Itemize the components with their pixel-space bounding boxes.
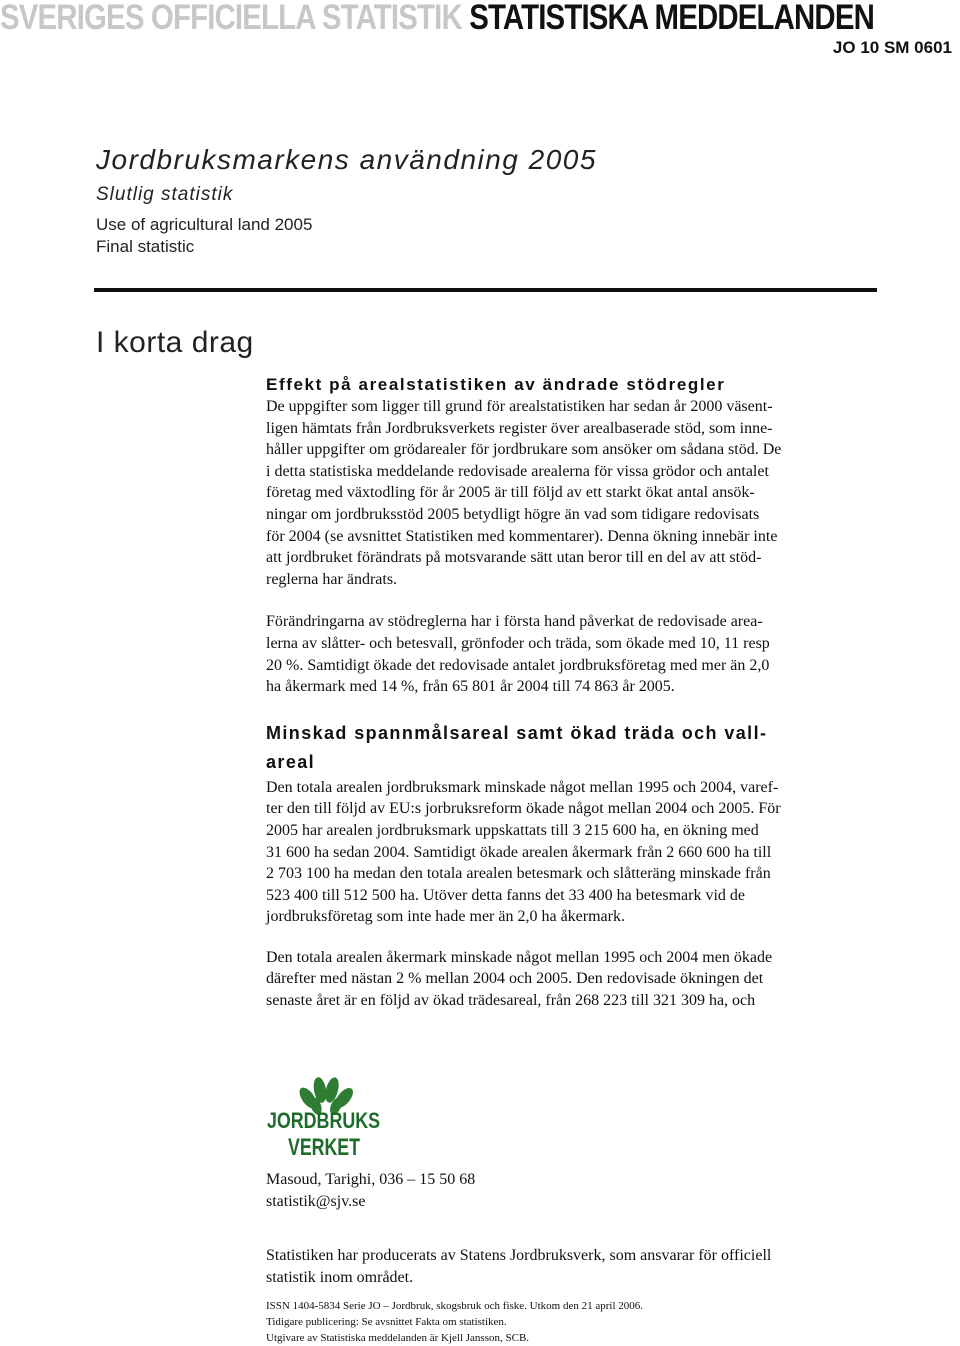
- logo-text-line1: JORDBRUKS: [267, 1108, 380, 1133]
- series-code: JO 10 SM 0601: [832, 38, 952, 57]
- contact-block: [266, 1169, 475, 1213]
- footnote-publisher: Utgivare av Statistiska meddelanden är Kjell Jansson, SCB.: [266, 1332, 530, 1344]
- contact-name-phone: Masoud, Tarighi, 036 – 15 50 68: [266, 1171, 476, 1188]
- leaf-cluster-icon: [266, 1076, 382, 1160]
- header-banner: [0, 0, 874, 37]
- english-subtitle: Final statistic: [96, 237, 195, 256]
- banner-official-statistics: SVERIGES OFFICIELLA STATISTIK: [0, 0, 462, 37]
- paragraph-cereal-area-1: Den totala arealen jordbruksmark minskade något mellan 1995 och 2004, varef- ter den till följd av EU:s jorbruksreform ökade något mellan 2004 och 2005. För 2005 har arealen jordbruksmark uppskattats till 3 215 600 ha, en ökning med 31 600 ha sedan 2004. Samtidigt ökade arealen åkermark från 2 660 600 ha till 2 703 100 ha medan den totala arealen betesmark och slåtteräng minskade från 523 400 till 512 500 ha. Utöver detta fanns det 33 400 ha betesmark vid de jordbruksföretag som inte hade mer än 2,0 ha åkermark.: [266, 778, 781, 926]
- jordbruksverket-logo: [266, 1076, 382, 1160]
- contact-email[interactable]: statistik@sjv.se: [266, 1193, 366, 1210]
- paragraph-cereal-area-2: Den totala arealen åkermark minskade något mellan 1995 och 2004 men ökade därefter med nästan 2 % mellan 2004 och 2005. Den redovisade ökningen det senaste året är en följd av ökad trädesareal, från 268 223 till 321 309 ha, och: [266, 948, 773, 1010]
- summary-content: [266, 374, 878, 1012]
- footnotes: [266, 1298, 643, 1346]
- english-title: Use of agricultural land 2005: [96, 215, 313, 234]
- footnote-previous-publication: Tidigare publicering: Se avsnittet Fakta om statistiken.: [266, 1316, 507, 1328]
- footnote-issn: ISSN 1404-5834 Serie JO – Jordbruk, skogsbruk och fiske. Utkom den 21 april 2006.: [266, 1300, 644, 1312]
- summary-heading: I korta drag: [96, 326, 254, 359]
- section-heading-cereal-area: Minskad spannmålsareal samt ökad träda och vall- areal: [266, 722, 768, 772]
- logo-text-line2: VERKET: [288, 1134, 361, 1161]
- section-heading-support-rules: Effekt på arealstatistiken av ändrade stödregler: [266, 375, 726, 394]
- title-divider: [94, 288, 877, 292]
- paragraph-support-rules-2: Förändringarna av stödreglerna har i första hand påverkat de redovisade area- lerna av slåtter- och betesvall, grönfoder och träda, som ökade med 10, 11 resp 20 %. Samtidigt ökade det redovisade antalet jordbruksföretag med mer än 2,0 ha åkermark med 14 %, från 65 801 år 2004 till 74 863 år 2005.: [266, 613, 770, 696]
- page-title: Jordbruksmarkens användning 2005: [96, 144, 597, 175]
- producer-note: Statistiken har producerats av Statens Jordbruksverk, som ansvarar för officiell statistik inom området.: [266, 1247, 772, 1286]
- paragraph-support-rules-1: De uppgifter som ligger till grund för arealstatistiken har sedan år 2000 väsent- ligen hämtats från Jordbruksverkets register över arealbaserade stöd, som inne- håller uppgifter om grödarealer för jordbrukare som ansöker om sådana stöd. De i detta statistiska meddelande redovisade arealerna för vissa grödor och antalet företag med växtodling för år 2005 är till följd av ett starkt ökat antal ansök- ningar om jordbruksstöd 2005 betydligt högre än vad som tidigare redovisats för 2004 (se avsnittet Statistiken med kommentarer). Denna ökning innebär inte att jordbruket förändrats på motsvarande sätt utan beror till en del av att stöd- reglerna har ändrats.: [266, 398, 782, 588]
- banner-statistical-reports: STATISTISKA MEDDELANDEN: [469, 0, 874, 37]
- page-subtitle: Slutlig statistik: [96, 184, 234, 205]
